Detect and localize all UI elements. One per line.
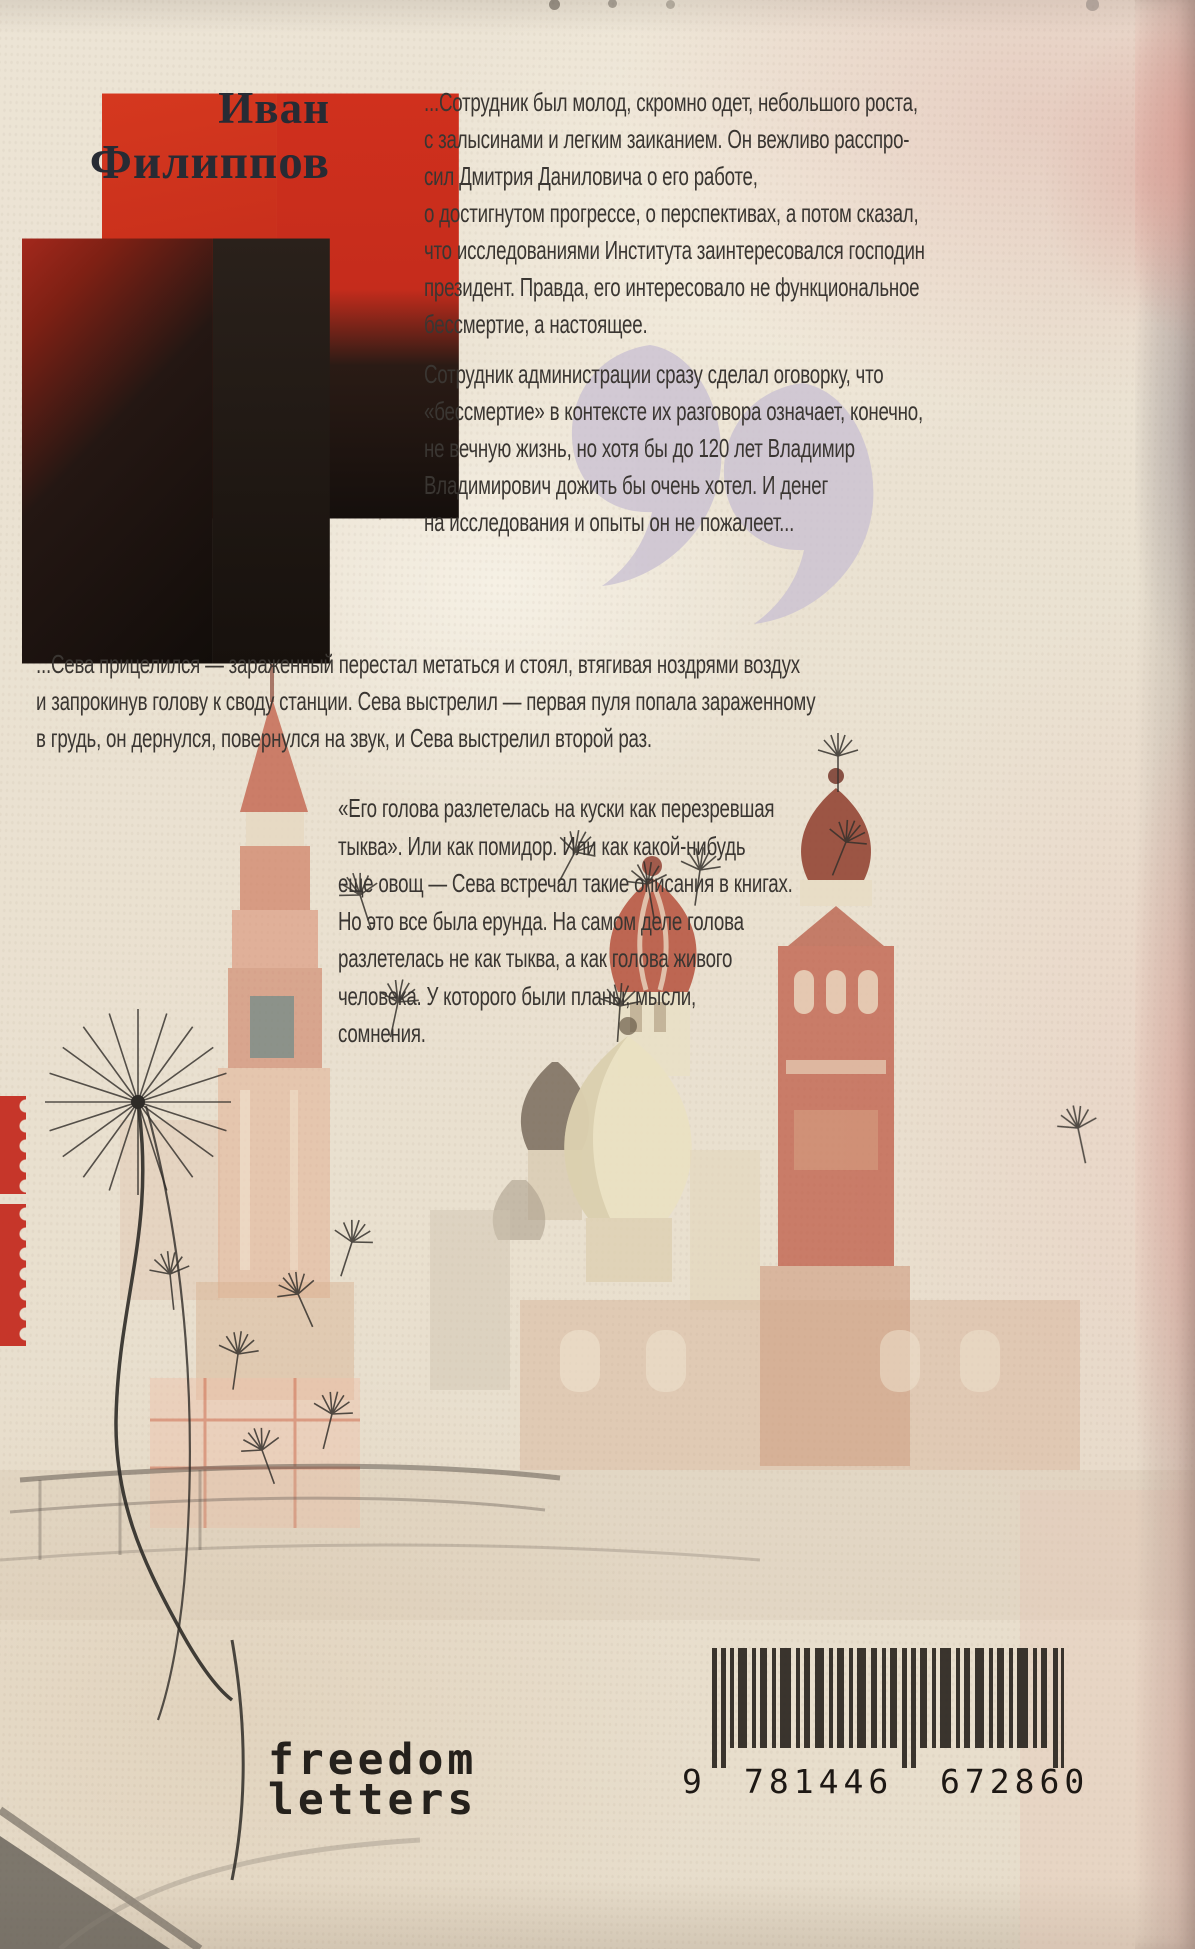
text-line: с залысинами и легким заиканием. Он вежливо расспро- — [424, 124, 910, 154]
text-line: «бессмертие» в контексте их разговора означает, конечно, — [424, 396, 923, 426]
excerpt-paragraph-1 — [424, 84, 925, 343]
text-line: что исследованиями Института заинтересовался господин — [424, 235, 925, 265]
paper-specks — [0, 0, 5, 5]
text-line: Но это все была ерунда. На самом деле голова — [338, 905, 744, 936]
stamp-edge-decoration — [0, 1204, 26, 1346]
spasskaya-tower-illustration — [196, 664, 354, 1400]
isbn-barcode — [682, 1648, 1090, 1804]
text-line: сомнения. — [338, 1018, 426, 1048]
author-first-name: Иван — [218, 83, 330, 133]
text-line: ...Сотрудник был молод, скромно одет, небольшого роста, — [424, 87, 918, 117]
text-line: Владимирович дожить бы очень хотел. И денег — [424, 470, 829, 500]
excerpt-paragraph-4 — [338, 790, 793, 1053]
text-line: президент. Правда, его интересовало не функциональное — [424, 272, 920, 302]
text-line: тыква». Или как помидор. Или как какой-нибудь — [338, 830, 746, 861]
author-name — [64, 84, 330, 190]
publisher-logo-line-1: freedom — [268, 1735, 478, 1785]
text-line: на исследования и опыты он не пожалеет... — [424, 507, 795, 537]
title-letter-soft — [213, 239, 329, 664]
publisher-logo — [268, 1735, 478, 1825]
barcode-group-1: 781446 — [744, 1762, 894, 1801]
text-line: еще овощ — Сева встречал такие описания в книгах. — [338, 868, 793, 898]
text-line: Сотрудник администрации сразу сделал оговорку, что — [424, 359, 884, 389]
barcode-bars — [712, 1648, 1064, 1768]
barcode-digits — [682, 1762, 1102, 1802]
barcode-group-2: 672860 — [940, 1762, 1090, 1801]
barcode-lead-digit: 9 — [682, 1762, 707, 1801]
author-last-name: Филиппов — [89, 133, 330, 189]
excerpt-paragraph-2 — [424, 356, 925, 541]
excerpt-paragraph-3 — [36, 646, 815, 757]
text-line: «Его голова разлетелась на куски как перезревшая — [338, 793, 775, 823]
text-line: не вечную жизнь, но хотя бы до 120 лет Владимир — [424, 433, 855, 463]
text-line: о достигнутом прогрессе, о перспективах, а потом сказал, — [424, 198, 919, 228]
title-letter-sh — [22, 239, 213, 664]
text-line: разлетелась не как тыква, а как голова живого — [338, 943, 733, 973]
text-line: в грудь, он дернулся, повернулся на звук, и Сева выстрелил второй раз. — [36, 723, 652, 753]
text-line: сил Дмитрия Даниловича о его работе, — [424, 161, 758, 191]
text-line: человека. У которого были планы, мысли, — [338, 980, 697, 1011]
stamp-edge-decoration — [0, 1096, 26, 1194]
publisher-logo-line-2: letters — [268, 1775, 478, 1825]
excerpt-top-column — [424, 84, 925, 541]
book-title-line-2 — [22, 259, 330, 643]
text-line: и запрокинув голову к своду станции. Сева выстрелил — первая пуля попала зараженному — [36, 686, 816, 716]
text-line: ...Сева прицелился — зараженный перестал метаться и стоял, втягивая ноздрями воздух — [36, 649, 800, 679]
text-line: бессмертие, а настоящее. — [424, 309, 648, 339]
